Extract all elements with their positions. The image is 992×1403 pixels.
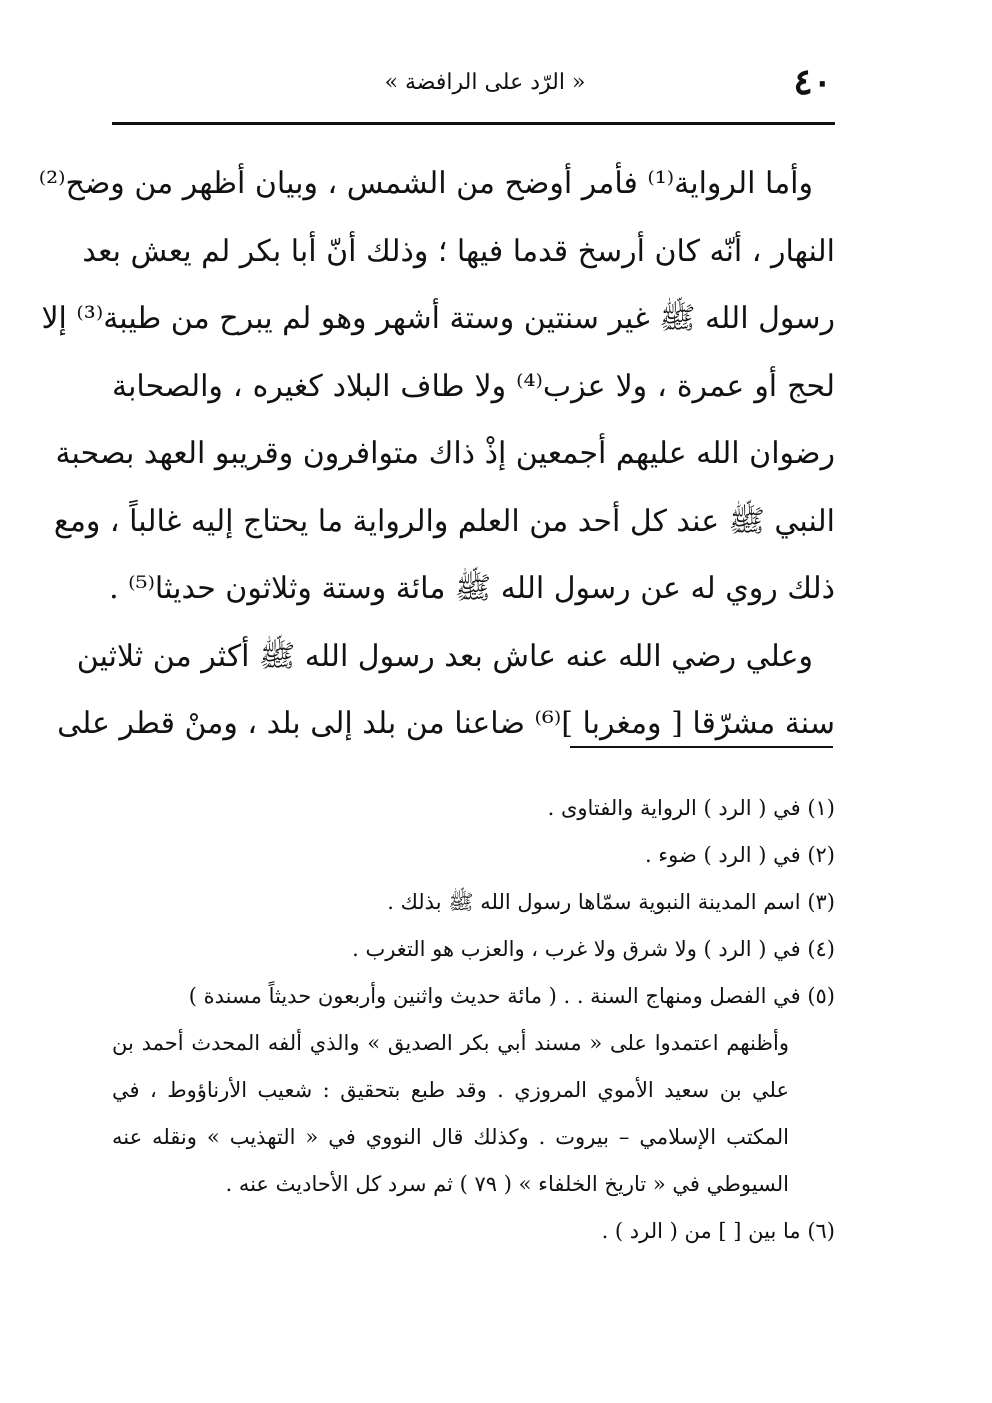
footnote-1: (١) في ( الرد ) الرواية والفتاوى . <box>547 796 835 820</box>
header-rule <box>112 122 835 125</box>
body-line: لحج أو عمرة ، ولا عزب⁽⁴⁾ ولا طاف البلاد كغيره ، والصحابة <box>112 368 836 404</box>
footnote-6: (٦) ما بين [ ] من ( الرد ) . <box>601 1219 835 1243</box>
footnote-5-continuation: وأظنهم اعتمدوا على « مسند أبي بكر الصديق » والذي ألفه المحدث أحمد بن <box>112 1031 789 1055</box>
footnote-5-continuation: المكتب الإسلامي – بيروت . وكذلك قال النووي في « التهذيب » ونقله عنه <box>112 1125 789 1149</box>
body-line: وعلي رضي الله عنه عاش بعد رسول الله ﷺ أكثر من ثلاثين <box>76 638 813 674</box>
footnote-2: (٢) في ( الرد ) ضوء . <box>644 843 835 867</box>
body-line: ذلك روي له عن رسول الله ﷺ مائة وستة وثلاثون حديثا⁽⁵⁾ . <box>109 571 835 606</box>
footnote-4: (٤) في ( الرد ) ولا شرق ولا غرب ، والعزب هو التغرب . <box>352 937 835 961</box>
footnote-3: (٣) اسم المدينة النبوية سمّاها رسول الله ﷺ بذلك . <box>387 890 835 914</box>
body-line: سنة مشرّقا [ ومغربا ]⁽⁶⁾ ضاعنا من بلد إلى بلد ، ومنْ قطر على <box>57 706 835 741</box>
footnotes <box>112 785 835 1255</box>
running-header-title: « الرّد على الرافضة » <box>384 70 586 95</box>
page-number: ٤٠ <box>793 61 832 103</box>
footnote-5: (٥) في الفصل ومنهاج السنة . . ( مائة حديث واثنين وأربعون حديثاً مسندة ) <box>188 984 835 1008</box>
main-text <box>38 150 836 758</box>
footnote-separator <box>570 746 833 748</box>
body-line: النهار ، أنّه كان أرسخ قدما فيها ؛ وذلك أنّ أبا بكر لم يعش بعد <box>82 233 835 269</box>
footnote-5-continuation: السيوطي في « تاريخ الخلفاء » ( ٧٩ ) ثم سرد كل الأحاديث عنه . <box>225 1172 789 1196</box>
footnote-5-continuation: علي بن سعيد الأموي المروزي . وقد طبع بتحقيق : شعيب الأرناؤوط ، في <box>112 1078 789 1102</box>
body-line: النبي ﷺ عند كل أحد من العلم والرواية ما يحتاج إليه غالباً ، ومع <box>53 503 835 539</box>
body-line: رسول الله ﷺ غير سنتين وستة أشهر وهو لم يبرح من طيبة⁽³⁾ إلا <box>41 301 835 336</box>
body-line: رضوان الله عليهم أجمعين إذْ ذاك متوافرون وقريبو العهد بصحبة <box>55 436 835 471</box>
body-line: وأما الرواية⁽¹⁾ فأمر أوضح من الشمس ، وبيان أظهر من وضح⁽²⁾ <box>38 166 813 201</box>
